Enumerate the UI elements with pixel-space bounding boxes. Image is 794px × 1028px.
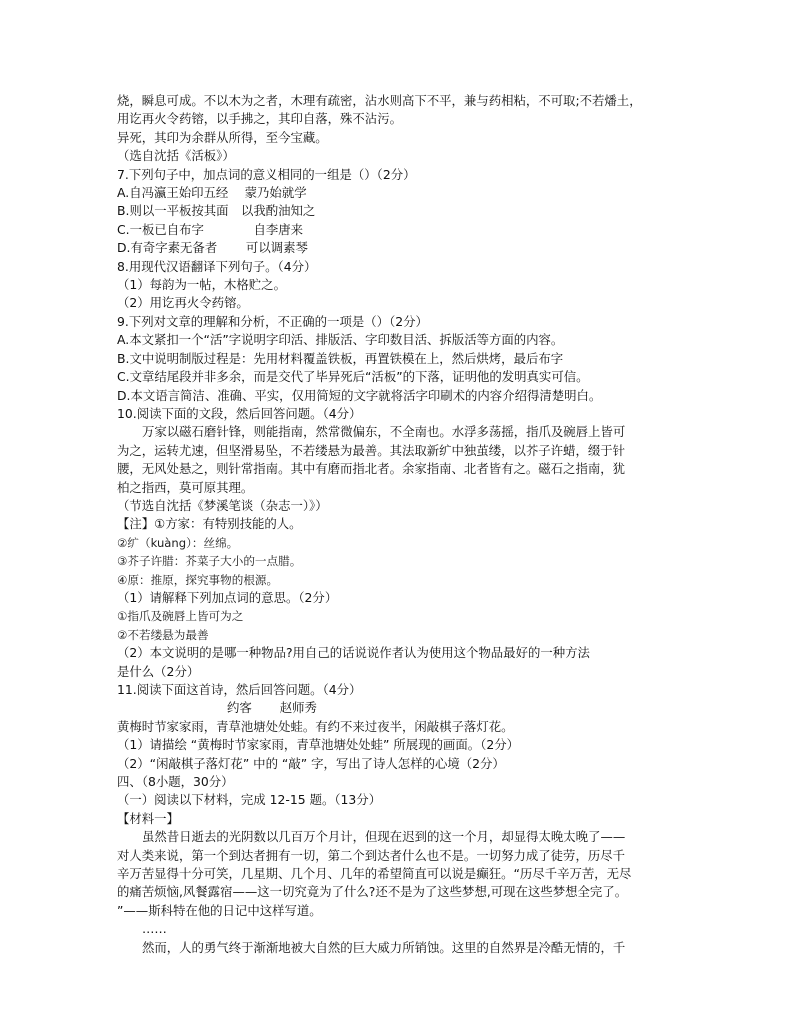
question-10-item: （2）本文说明的是哪一种物品?用自己的话说说作者认为使用这个物品最好的一种方法 [117,645,590,661]
question-10-item: （1）请解释下列加点词的意思。（2分） [117,589,338,605]
option-a: A.自冯瀛王始印五经 蒙乃始就学 [117,185,307,201]
poem-title: 约客 [227,700,252,716]
note-line: ③芥子许腊：芥菜子大小的一点腊。 [117,554,302,569]
question-8-item: （1）每韵为一帖，木格贮之。 [117,277,286,293]
passage-line: 万家以磁石磨针锋，则能指南，然常微偏东，不全南也。水浮多荡摇，指爪及碗唇上皆可 [142,424,626,440]
text-line: 用讫再火令药镕，以手拂之，其印自落，殊不沾污。 [117,111,402,127]
material-line: 辛万苦显得十分可笑，几星期、几个月、几年的希望简直可以说是癫狂。“历尽千辛万苦，无尽 [117,866,632,882]
question-10-item: ②不若缕悬为最善 [117,627,209,642]
section-heading: 四、（8小题，30分） [117,774,234,790]
question-8-item: （2）用讫再火令药镕。 [117,295,249,311]
question-10: 10.阅读下面的文段，然后回答问题。（4分） [117,405,362,421]
question-11-item: （2）“闲敲棋子落灯花” 中的 “敲” 字，写出了诗人怎样的心境（2分） [117,755,505,771]
text-line: 异死，其印为余群从所得，至今宝藏。 [117,129,328,145]
note-line: ④原：推原，探究事物的根源。 [117,572,279,587]
option-c: C.一板已自布字 自李唐来 [117,221,304,237]
material-line: 对人类来说，第一个到达者拥有一切，第二个到达者什么也不是。一切努力成了徒劳，历尽千 [117,847,626,863]
source-line: （选自沈括《活板》） [117,148,235,164]
poem-body: 黄梅时节家家雨，青草池塘处处蛙。有约不来过夜半，闲敲棋子落灯花。 [117,718,514,734]
text-line: 烧，瞬息可成。不以木为之者，木理有疏密，沾水则高下不平，兼与药相粘，不可取;不若燔土， [117,93,642,108]
section-subheading: （一）阅读以下材料，完成 12-15 题。（13分） [117,792,382,808]
question-9: 9.下列对文章的理解和分析，不正确的一项是（）（2分） [117,313,428,329]
question-8: 8.用现代汉语翻译下列句子。（4分） [117,258,317,274]
option-b: B.文中说明制版过程是：先用材料覆盖铁板，再置铁模在上，然后烘烤，最后布字 [117,350,564,366]
passage-line: 柏之指西，莫可原其理。 [117,479,254,495]
option-d: D.有奇字素无备者 可以调素琴 [117,240,308,256]
poem-heading [117,699,682,717]
material-line: ”——斯科特在他的日记中这样写道。 [117,902,322,918]
note-line: 【注】①方家：有特别技能的人。 [117,516,302,532]
document-page [117,92,682,957]
passage-line: 为之，运转尤速，但坚滑易坠，不若缕悬为最善。其法取新纩中独茧缕，以芥子许蜡，缀于针 [117,442,626,458]
material-heading: 【材料一】 [117,810,179,826]
source-line: （节选自沈括《梦溪笔谈（杂志一）》） [117,497,328,513]
poem-author: 赵师秀 [279,700,317,716]
option-c: C.文章结尾段并非多余，而是交代了毕异死后“活板”的下落，证明他的发明真实可信。 [117,369,589,385]
question-10-item: ①指爪及碗唇上皆可为之 [117,609,244,624]
question-7: 7.下列句子中，加点词的意义相同的一组是（）（2分） [117,166,416,182]
note-line: ②纩（kuàng）：丝绵。 [117,535,239,550]
option-b: B.则以一平板按其面 以我酌油知之 [117,203,316,219]
option-a: A.本文紧扣一个“活”字说明字印活、排版活、字印数目活、拆版活等方面的内容。 [117,332,564,348]
material-line: 的痛苦烦恼,风餐露宿——这一切究竟为了什么?还不是为了这些梦想,可现在这些梦想全完了。 [117,884,628,900]
material-line: 虽然昔日逝去的光阴数以几百万个月计，但现在迟到的这一个月，却显得太晚太晚了—— [142,829,626,845]
question-10-item: 是什么（2分） [117,663,200,679]
question-11-item: （1）请描绘 “黄梅时节家家雨，青草池塘处处蛙” 所展现的画面。（2分） [117,737,520,753]
option-d: D.本文语言简洁、准确、平实，仅用简短的文字就将活字印刷术的内容介绍得清楚明白。 [117,387,602,403]
passage-line: 腰，无风处悬之，则针常指南。其中有磨而指北者。余家指南、北者皆有之。磁石之指南，犹 [117,461,626,477]
ellipsis: …… [142,921,167,937]
material-line: 然而，人的勇气终于渐渐地被大自然的巨大威力所销蚀。这里的自然界是冷酷无情的，千 [142,939,626,955]
question-11: 11.阅读下面这首诗，然后回答问题。（4分） [117,682,362,697]
